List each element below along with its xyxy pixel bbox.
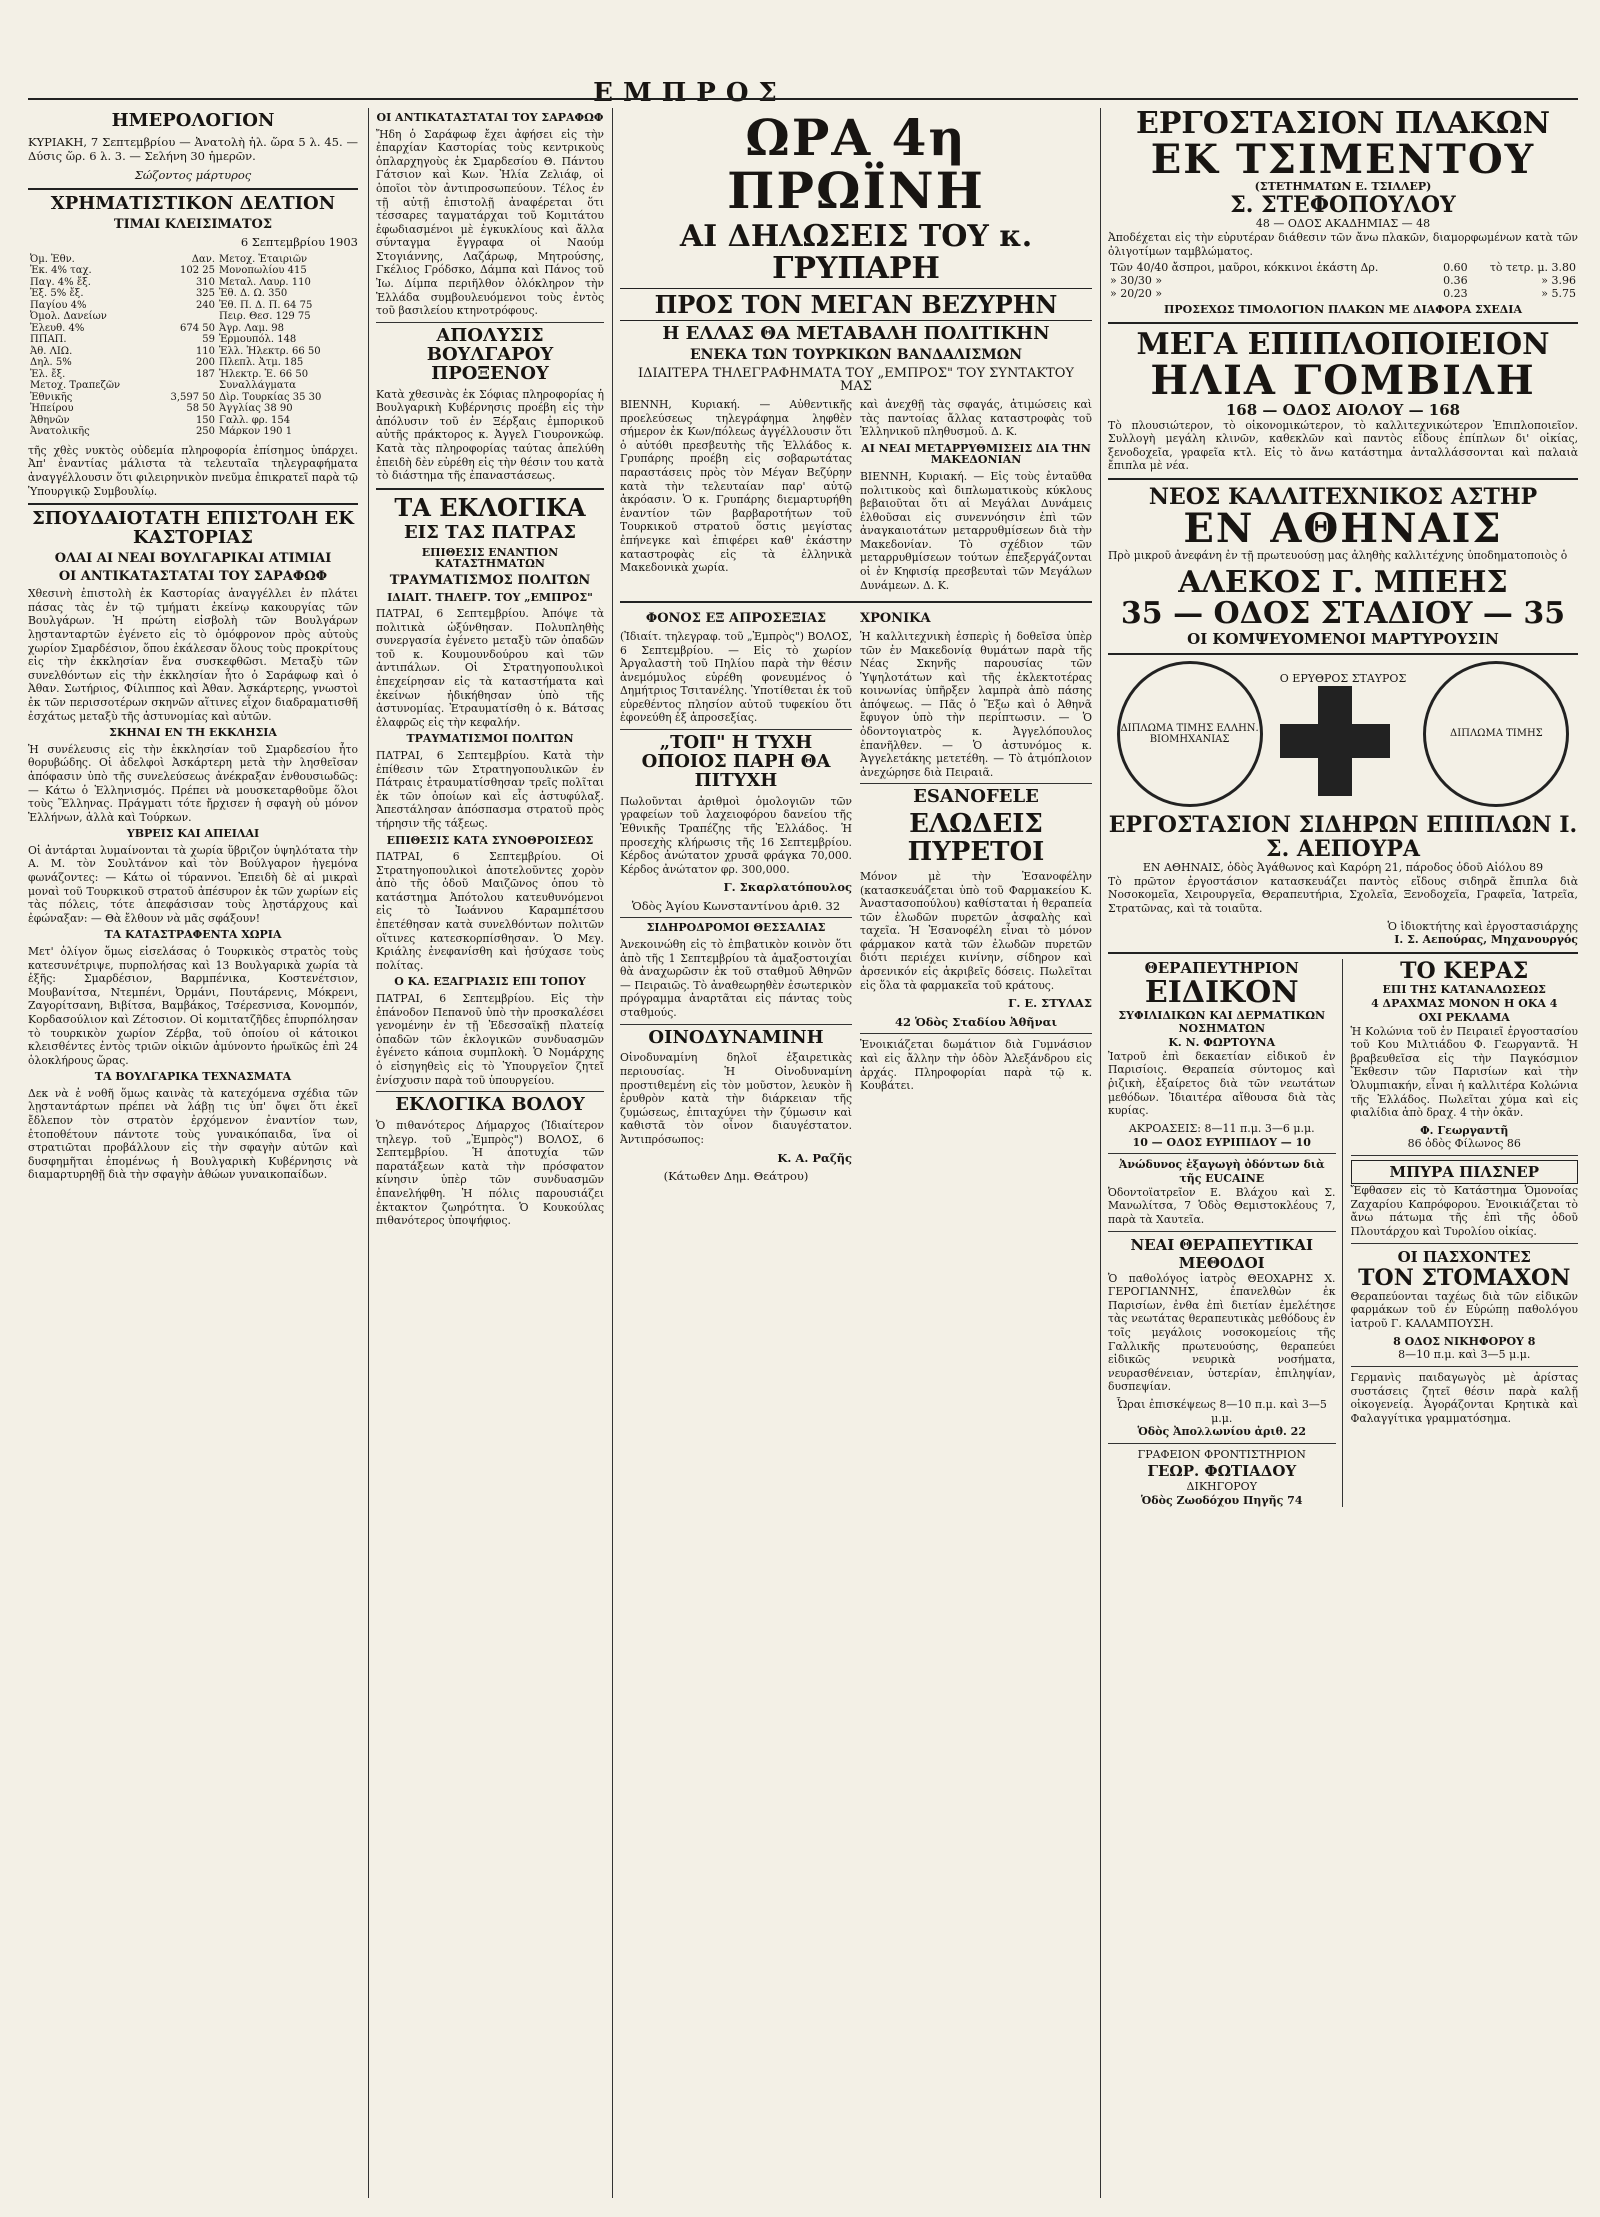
banner-headline: ΩΡΑ 4η ΠΡΩΪΝΗ: [727, 108, 985, 220]
tech-text: Δεκ νὰ ἐ νοθῆ ὅμως καινὰς τὰ κατεχόμενα σχέδια τῶν λῃσταντάρτων πρέπει νὰ λάβῃ τις ὑπ' ὄψει ὅτι ἐκεῖ ἔδλεπον τὸν στρατὸν ἐρχόμενον ἐναντίον των, ἐτοποθέτουν πάντοτε τοὺς γυναικόπαιδα, ἵνα οἱ στρατιῶται προβάλλουν εἰς τὴν σφαγὴν αὐτῶν καὶ δυσφημῆται ἐπομένως ἡ Βουλγαρικὴ Κυβέρνησις νὰ διαμαρτυρηθῇ διὰ τὴν σφαγὴν ἀθώων γυναικοπαίδων.: [28, 1086, 358, 1182]
ad-dentist: [1108, 1158, 1336, 1226]
ad-lawyer-address: Ὁδὸς Ζωοδόχου Πηγῆς 74: [1140, 1493, 1303, 1507]
ad-furniture-text: Τὸ πλουσιώτερον, τὸ οἰκονομικώτερον, τὸ καλλιτεχνικώτερον Ἐπιπλοποιεῖον. Συλλογὴ μεγάλη κλινῶν, καθεκλῶν καὶ παντὸς εἴδους ἐπίπλων δι' οἰκίας, ξενοδοχεῖα, γραφεῖα κτλ. Εἰς τὸ ἄνω κατάστημα ἀνταλλάσσονται καὶ παλαιὰ ἔπιπλα μὲ νέα.: [1108, 418, 1578, 473]
finance-cell: 110: [195, 345, 216, 357]
banner-subhead-5: ΙΔΙΑΙΤΕΡΑ ΤΗΛΕΓΡΑΦΗΜΑΤΑ ΤΟΥ „ΕΜΠΡΟΣ" ΤΟΥ ΣΥΝΤΑΚΤΟΥ ΜΑΣ: [637, 365, 1075, 395]
ad-cement-foot: ΠΡΟΣΕΧΩΣ ΤΙΜΟΛΟΓΙΟΝ ΠΛΑΚΩΝ ΜΕ ΔΙΑΦΟΡΑ ΣΧΕΔΙΑ: [1164, 303, 1522, 317]
finance-cell: Ἑλλ. Ἠλεκτρ. 66 50: [219, 345, 321, 357]
threats-title: ΥΒΡΕΙΣ ΚΑΙ ΑΠΕΙΛΑΙ: [126, 827, 260, 841]
ad-cologne-sub: ΕΠΙ ΤΗΣ ΚΑΤΑΝΑΛΩΣΕΩΣ: [1382, 983, 1546, 997]
ad-clinic-doctor: Κ. Ν. ΦΩΡΤΟΥΝΑ: [1168, 1036, 1276, 1050]
fever-address: 42 Ὁδὸς Σταδίου Ἀθῆναι: [894, 1014, 1058, 1029]
divider: [860, 1033, 1092, 1034]
finance-cell: [153, 380, 217, 392]
finance-row: [28, 415, 358, 427]
ad-clinic-text: Ἰατροῦ ἐπὶ δεκαετίαν εἰδικοῦ ἐν Παρισίοις. Θεραπεία σύντομος καὶ ῥιζικὴ, ἐξαίρετος διὰ τῶν νεωτάτων μεθόδων. Ἰδιαιτέρα αἴθουσα διὰ τὰς κυρίας.: [1108, 1049, 1336, 1118]
wine-title: ΟΙΝΟΔΥΝΑΜΙΝΗ: [648, 1026, 824, 1048]
ad-lawyer-name: ΓΕΩΡ. ΦΩΤΙΑΔΟΥ: [1147, 1461, 1297, 1480]
column-rule: [368, 108, 369, 2198]
elections-text: ΠΑΤΡΑΙ, 6 Σεπτεμβρίου. Ἀπόψε τὰ πολιτικὰ ὠξύνθησαν. Πολυπληθὴς συνεργασία ἐγένετο μεταξὺ τῶν ὀπαδῶν τοῦ κ. Κουμουνδούρου καὶ τῶν ἀντιπάλων. Οἱ Στρατηγοπουλικοὶ ἐπεχείρησαν εἰς τὰ καταστήματα καὶ ἐκείνων ἠδικήθησαν ὑπὸ τῆς ἀστυνομίας. Ἐτραυματίσθη ὁ κ. Βάτσας ἐλαφρῶς εἰς τὴν κεφαλήν.: [376, 607, 604, 729]
threats-text: Οἱ ἀντάρται λυμαίνονται τὰ χωρία ὕβριζον ὑψηλότατα τὴν Α. Μ. τὸν Σουλτάνον καὶ τὸν Βούλγαρον ἡγεμόνα φωνάζοντες: — Κάτω οἱ τύραννοι. Ἐπειδὴ δὲ αἱ μικραὶ μοναὶ τοῦ Τουρκικοῦ στρατοῦ ἀπέσυρον ἐκ τῶν χωρίων εἰς τὰς πόλεις, τότε ἀπεφάσισαν τοὺς λῃστάρχους καὶ ἐφώναξαν: — Θὰ ἔλθουν νὰ μᾶς σφάξουν!: [28, 843, 358, 925]
ad-cement-title: ΕΡΓΟΣΤΑΣΙΟΝ ΠΛΑΚΩΝ: [1136, 108, 1550, 141]
finance-cell: Παγίου 4%: [30, 299, 87, 311]
red-cross-label: Ο ΕΡΥΘΡΟΣ ΣΤΑΥΡΟΣ: [1279, 671, 1407, 685]
finance-row: [28, 334, 358, 346]
price-cell: 0.60: [1443, 261, 1468, 275]
banner-subhead-2: ΠΡΟΣ ΤΟΝ ΜΕΓΑΝ ΒΕΖΥΡΗΝ: [620, 288, 1092, 321]
finance-row: [28, 311, 358, 323]
red-cross-emblem: [1280, 672, 1406, 796]
tension-title: Ο ΚΑ. ΕΞΑΓΡΙΑΣΙΣ ΕΠΙ ΤΟΠΟΥ: [394, 975, 586, 989]
finance-cell: ΠΠΑΠ.: [30, 334, 67, 346]
finance-cell: Ἀνατολικῆς: [30, 426, 90, 438]
ad-cement-tiles: [1108, 108, 1578, 317]
ads-lower-columns: [1108, 959, 1578, 1507]
villages-title: ΤΑ ΚΑΤΑΣΤΡΑΦΕΝΤΑ ΧΩΡΙΑ: [104, 928, 282, 942]
finance-row: [28, 403, 358, 415]
ad-furniture-title: ΜΕΓΑ ΕΠΙΠΛΟΠΟΙΕΙΟΝ: [1136, 327, 1550, 363]
reforms-text: ΒΙΕΝΝΗ, Κυριακή. — Εἰς τοὺς ἐνταῦθα πολιτικοὺς καὶ διπλωματικοὺς κύκλους βεβαιοῦται ὅτι αἱ Μεγάλαι Δυνάμεις ἐλθοῦσαι εἰς συνεννόησιν ἐπὶ τῶν ἀναγκαιοτάτων μεταρρυθμίσεων διὰ τὴν Μακεδονίαν. Τὸ σχέδιον τῶν μεταρρυθμίσεων τούτων ἐπεξεργάζονται οἱ ἐν Κηφισίᾳ πρεσβευταὶ τῶν Μεγάλων Δυνάμεων. Δ. Κ.: [860, 469, 1092, 592]
lottery-address: Ὁδὸς Ἁγίου Κωνσταντίνου ἀριθ. 32: [631, 898, 841, 913]
ad-stomach: [1351, 1248, 1579, 1362]
finance-subtitle: ΤΙΜΑΙ ΚΛΕΙΣΙΜΑΤΟΣ: [113, 216, 273, 232]
volos-text: Ὁ πιθανότερος Δήμαρχος (Ἰδιαίτερον τηλεγρ. τοῦ „Ἐμπρὸς") ΒΟΛΟΣ, 6 Σεπτεμβρίου. Ἡ ἀποτυχία τῶν παρατάξεων κατὰ τὴν πρόσφατον κίνησιν ὑπὲρ τῶν συνδυασμῶν ἐπανελήφθη. Ἡ πόλις παρουσιάζει ἐκτακτον ζωηρότητα. Ὁ Κουκούλας πιθανότερος ὑποψήφιος.: [376, 1118, 604, 1228]
meeting-title: ΕΠΙΘΕΣΙΣ ΚΑΤΑ ΣΥΝΟΘΡΟΙΣΕΩΣ: [386, 833, 594, 847]
price-cell: Τῶν 40/40 ἄσπροι, μαῦροι, κόκκινοι ἑκάστη Δρ.: [1110, 261, 1379, 275]
ad-iron-address: ΕΝ ΑΘΗΝΑΙΣ, ὁδὸς Ἀγάθωνος καὶ Καρόρη 21, πάροδος ὁδοῦ Αἰόλου 89: [1142, 861, 1544, 875]
price-cell: 0.36: [1443, 274, 1468, 288]
finance-row: [28, 380, 358, 392]
finance-cell: Ἀθηνῶν: [30, 414, 70, 426]
finance-cell: 310: [195, 276, 216, 288]
fever-sign: Γ. Ε. ΣΤΥΛΑΣ: [1008, 996, 1092, 1011]
divider: [1108, 322, 1578, 324]
price-row: [1108, 288, 1578, 301]
finance-cell: Συναλλάγματα: [219, 380, 296, 392]
ad-lawyer: [1108, 1448, 1336, 1507]
ad-shoemaker-text: Πρὸ μικροῦ ἀνεφάνη ἐν τῇ πρωτευούσῃ μας ἀληθὴς καλλιτέχνης ὑποδηματοποιὸς ὁ: [1108, 549, 1568, 563]
finance-cell: Ἀγρ. Λαμ. 98: [219, 322, 285, 334]
ad-cologne-sub-3: ΟΧΙ ΡΕΚΛΑΜΑ: [1418, 1010, 1510, 1024]
fever-text: Μόνον μὲ τὴν Ἐσανοφέλην (κατασκευάζεται ὑπὸ τοῦ Φαρμακείου Κ. Ἀναστασοπούλου) καθίσταται ἡ θεραπεία τῶν ἐλωδῶν πυρετῶν ἀσφαλὴς καὶ ταχεῖα. Ἡ Ἐσανοφέλη εἶναι τὸ μόνον φάρμακον κατὰ τῶν ἐλωδῶν πυρετῶν διότι περιέχει κινίνην, σίδηρον καὶ ἀρσενικόν εἰς ἀκριβεῖς δόσεις. Πωλεῖται εἰς ὅλα τὰ φαρμακεῖα τοῦ κράτους.: [860, 869, 1092, 992]
finance-cell: Ἠπείρου: [30, 403, 74, 415]
ad-iron-text: Τὸ πρῶτον ἐργοστάσιον κατασκευάζει παντὸς εἴδους σιδηρᾶ ἔπιπλα διὰ Νοσοκομεῖα, Χειρουργεῖα, Θεραπευτήρια, Σχολεῖα, Ξενοδοχεῖα, Γραφεῖα, Ἰατρεῖα, Στρατῶνας, καὶ τὰ τοιαῦτα.: [1108, 874, 1578, 916]
ad-clinic-address: 10 — ΟΔΟΣ ΕΥΡΙΠΙΔΟΥ — 10: [1132, 1135, 1311, 1149]
finance-cell: Ἐθ. Δ. Ω. 350: [219, 288, 288, 300]
urgent-text: Χθεσινὴ ἐπιστολὴ ἐκ Καστορίας ἀναγγέλλει ἐν πλάτει πάσας τὰς ἐν τῷ τμήματι ἐκείνῳ κακουργίας τῶν Βουλγάρων. Ἡ πρώτη εἰσβολὴ τῶν Βουλγάρων λῃστανταρτῶν ἐγένετο εἰς τὸ ὁμόφρονον πρὸς αὐτοὺς χωρίον Σμαρδέσιον, ὅπου ἐκάλεσαν ὅλους τοὺς προκρίτους εἰς τὴν ἐκκλησίαν ἕνα συσκεφθῶσι. Μεταξὺ τῶν συνελθόντων εἰς τὴν ἐκκλησίαν ἦτο ὁ Σαράφωφ καὶ ὁ Ἀθαν. Σωτήριος, Φίλιππος καὶ Ἀθαν. Ἀσκάρτερης, γνωστοὶ ἐκ τῶν περισσοτέρων σκηνῶν αἵτινες εἶχον διαδραματισθῆ ἐσχάτως μεταξὺ τῆς ἀστυνομίας καὶ αὐτῶν.: [28, 587, 358, 723]
calendar-title: ΗΜΕΡΟΛΟΓΙΟΝ: [111, 110, 275, 131]
urgent-subtitle-2: ΟΙ ΑΝΤΙΚΑΤΑΣΤΑΤΑΙ ΤΟΥ ΣΑΡΑΦΩΦ: [58, 568, 328, 584]
sarafov-title: ΟΙ ΑΝΤΙΚΑΤΑΣΤΑΤΑΙ ΤΟΥ ΣΑΡΑΦΩΦ: [376, 111, 604, 124]
calendar-saint: Σώζοντος μάρτυρος: [134, 168, 252, 183]
divider: [1351, 1155, 1579, 1156]
banner-subhead-3: Η ΕΛΛΑΣ ΘΑ ΜΕΤΑΒΑΛΗ ΠΟΛΙΤΙΚΗΝ: [662, 323, 1050, 345]
finance-cell: Ἠλεκτρ. Ἐ. 66 50: [219, 368, 309, 380]
price-cell: » 5.75: [1541, 286, 1576, 300]
price-cell: » 30/30 »: [1110, 274, 1163, 288]
finance-date: 6 Σεπτεμβρίου 1903: [240, 235, 358, 250]
finance-row: [28, 323, 358, 335]
finance-cell: Ὀμ. Ἐθν.: [30, 253, 75, 265]
rail-text: Ἀνεκοινώθη εἰς τὸ ἐπιβατικὸν κοινὸν ὅτι ἀπὸ τῆς 1 Σεπτεμβρίου τὰ ἁμαξοστοιχίαι θὰ ἀναχωρῶσιν ἐκ τοῦ σταθμοῦ Ἀθηνῶν — Πειραιῶς. Τὸ ἀναθεωρηθὲν ἐσωτερικὸν πρόγραμμα ἀναρτᾶται εἰς πάντας τοὺς σταθμούς.: [620, 938, 852, 1019]
divider: [620, 601, 1092, 603]
finance-cell: Γαλλ. φρ. 154: [219, 414, 291, 426]
ad-cement-sub: (ΣΤΕΤΗΜΑΤΩΝ Ε. ΤΣΙΛΛΕΡ): [1254, 179, 1432, 193]
ad-shoemaker-address: 35 — ΟΔΟΣ ΣΤΑΔΙΟΥ — 35: [1120, 596, 1566, 632]
finance-cell: 200: [195, 357, 216, 369]
ad-dentist-title: Ἀνώδυνος ἐξαγωγὴ ὀδόντων διὰ τῆς EUCAINE: [1118, 1158, 1325, 1186]
sarafov-text: Ἤδη ὁ Σαράφωφ ἔχει ἀφήσει εἰς τὴν ἐπαρχίαν Καστορίας τοὺς κεντρικοὺς ὁπλαρχηγοὺς ἐκ Σμαρδεσίου Θ. Πάντου Γάτσιον καὶ Κων. Ἠλία Ζελιάφ, οἱ ὁποῖοι τὸν ἀντιπροσωπεύουν. Τέλος ἐν τῇ αὐτῇ ἐπιστολῇ ἀναφέρεται ὅτι τέσσαρες ταγματάρχαι τοῦ Κομιτάτου ἐφωδιασμένοι μὲ ἐγκυκλίους καὶ ἄλλα σύνταγμα ἔγγραφα οἱ Ναούμ Στογιάννης, Λαζάρωφ, Μητρούσης, Γκέλιος Γρόδσκο, Δάμπα καὶ Πάνος τοῦ Ἰω. Δίμπα περιῆλθον ὁλόκληρον τὴν Ἑλλάδα συμβουλευόμενοι τοὺς ἐντὸς τοῦ βασιλείου κτηνοτρόφους.: [376, 127, 604, 318]
ad-stomach-big: ΤΟΝ ΣΤΟΜΑΧΟΝ: [1358, 1264, 1571, 1291]
finance-cell: 187: [195, 368, 216, 380]
villages-text: Μετ' ὀλίγον ὅμως εἰσελάσας ὁ Τουρκικὸς στρατὸς τοὺς κατεσυνέτριψε, πυρπολήσας καὶ 13 Βουλγαρικὰ χωρία τὰ ἑξῆς: Σμαρδέσιον, Βαρμπένικα, Κοστενέτσιον, Μουβανίτσα, Ντεμπένι, Ὀρμάνι, Πουτάρενις, Μόκρενι, Ζαγορίτσανη, Βιβίτσα, Βαμβάκος, Τσέρεσνισα, Κονομπόν, Κορδασούλιον καὶ Ζέτοσιον. Οἱ κομιτατζῆδες ἐπυρπόλησαν τὸ τουρκικὸν χωρίον Ζέρβα, τοῦ ὁποίου οἱ κάτοικοι κλεισθέντες ἐντὸς τριῶν οἰκιῶν ἀμύνοντο ἡρωϊκῶς ἐπὶ 24 ὁλοκλήρους ὥρας.: [28, 944, 358, 1067]
price-cell: 0.23: [1443, 286, 1468, 300]
ad-iron-sign: Ὁ ἰδιοκτήτης καὶ ἐργοστασιάρχης: [1387, 919, 1578, 933]
ad-clinic-hours: ΑΚΡΟΑΣΕΙΣ: 8—11 π.μ. 3—6 μ.μ.: [1128, 1121, 1315, 1135]
divider: [1108, 653, 1578, 655]
finance-cell: Ἐθ. Π. Δ. Π. 64 75: [219, 299, 313, 311]
elections-subtitle-4: ΙΔΙΑΙΤ. ΤΗΛΕΓΡ. ΤΟΥ „ΕΜΠΡΟΣ": [387, 590, 593, 604]
calendar-text: ΚΥΡΙΑΚΗ, 7 Σεπτεμβρίου — Ἀνατολὴ ἡλ. ὥρα 5 λ. 45. — Δύσις ὥρ. 6 λ. 3. — Σελήνη 30 ἡμερῶν.: [28, 134, 358, 164]
divider: [1108, 1231, 1336, 1232]
ad-therapy-text: Ὁ παθολόγος ἰατρὸς ΘΕΟΧΑΡΗΣ Χ. ΓΕΡΟΓΙΑΝΝΗΣ, ἐπανελθὼν ἐκ Παρισίων, ἐνθα ἐπὶ διετίαν ἐμελέτησε τὰς νεωτάτας θεραπευτικὰς μεθόδους ἐν τοῖς μεγάλοις νοσοκομείοις τῆς Γαλλικῆς πρωτευούσης, θεραπεύει εἰδικῶς νευρικὰ νοσήματα, νευρασθένειαν, ὑστερίαν, ἐπιληψίαν, δυσπεψίαν.: [1108, 1271, 1336, 1394]
ad-shoemaker: [1108, 485, 1578, 648]
column-center: [620, 108, 1092, 1188]
elections-title: ΤΑ ΕΚΛΟΓΙΚΑ: [394, 492, 586, 522]
ad-cologne-address: 86 ὁδὸς Φίλωνος 86: [1407, 1137, 1521, 1151]
lead-text-b: καὶ ἀνεχθῇ τὰς σφαγάς, ἀτιμώσεις καὶ τὰς παντοίας ἄλλας καταστροφὰς τοῦ Ἑλληνικοῦ πληθυσμοῦ. Δ. Κ.: [860, 398, 1092, 439]
elections-subtitle-3: ΤΡΑΥΜΑΤΙΣΜΟΣ ΠΟΛΙΤΩΝ: [389, 572, 591, 588]
medal-seal-right: ΔΙΠΛΩΜΑ ΤΙΜΗΣ: [1423, 661, 1569, 807]
finance-cell: 102 25: [180, 265, 216, 277]
ad-cologne: [1351, 959, 1579, 1151]
finance-cell: 325: [195, 288, 216, 300]
masthead-rule: [28, 98, 1578, 100]
finance-note: τῆς χθὲς νυκτὸς οὐδεμία πληροφορία ἐπίσημος ὑπάρχει. Ἀπ' ἐναντίας μάλιστα τὰ τελευταῖα τηλεγραφήματα ἀναγγέλλουσιν ὅτι φιλειρηνικὸν πνεῦμα ἐπικρατεῖ παρὰ τῷ Ὑπουργικῷ Συμβουλίῳ.: [28, 443, 358, 498]
urgent-title: ΣΠΟΥΔΑΙΟΤΑΤΗ ΕΠΙΣΤΟΛΗ ΕΚ ΚΑΣΤΟΡΙΑΣ: [32, 508, 354, 549]
divider: [1108, 1153, 1336, 1154]
finance-row: [28, 392, 358, 404]
ad-stomach-title: ΟΙ ΠΑΣΧΟΝΤΕΣ: [1397, 1247, 1531, 1266]
price-cell: » 20/20 »: [1110, 286, 1163, 300]
rental-notice: Ἐνοικιάζεται δωμάτιον διὰ Γυμνάσιον καὶ εἰς ἄλλην τὴν ὁδὸν Ἀλεξάνδρου εἰς ἀρχάς. Πληροφορίαι παρὰ τῷ κ. Κουβάτει.: [860, 1038, 1092, 1093]
column-rule: [612, 108, 613, 2198]
finance-cell: [153, 311, 217, 323]
finance-cell: 59: [202, 334, 216, 346]
divider: [1351, 1243, 1579, 1244]
price-cell: τὸ τετρ. μ. 3.80: [1489, 261, 1576, 275]
ad-cologne-title: ΤΟ ΚΕΡΑΣ: [1400, 958, 1529, 985]
consul-text: Κατὰ χθεσινὰς ἐκ Σόφιας πληροφορίας ἡ Βουλγαρικὴ Κυβέρνησις προέβη εἰς τὴν ἀπόλυσιν τοῦ ἐν Ξέρξαις ἐμπορικοῦ αὐτῆς πράκτορος κ. Ἀγγελ Γιουρονκώφ. Κατὰ τὰς πληροφορίας ταύτας ἀπελύθη ἐπειδὴ δὲν εὑρέθη εἰς τὴν θέσιν του κατὰ τὸ διάστημα τῆς ἐπαναστάσεως.: [376, 387, 604, 483]
lead-columns: [620, 398, 1092, 596]
finance-cell: Δαν.: [191, 253, 216, 265]
divider: [860, 783, 1092, 784]
price-row: [1108, 275, 1578, 288]
ad-cologne-sub-2: 4 ΔΡΑΧΜΑΣ ΜΟΝΟΝ Η ΟΚΑ 4: [1371, 997, 1558, 1011]
divider: [1351, 1366, 1579, 1367]
ad-lawyer-title: ΓΡΑΦΕΙΟΝ ΦΡΟΝΤΙΣΤΗΡΙΟΝ: [1137, 1448, 1306, 1462]
wounded-text: ΠΑΤΡΑΙ, 6 Σεπτεμβρίου. Κατὰ τὴν ἐπίθεσιν τῶν Στρατηγοπουλικῶν ἐν Πάτραις ἐτραυματίσθησαν τρεῖς πολῖται ἐκ τῶν ὁποίων καὶ εἷς ἀστυφύλαξ. Ἀπεστάλησαν ἀπόσπασμα στρατοῦ πρὸς τήρησιν τῆς τάξεως.: [376, 748, 604, 830]
finance-title: ΧΡΗΜΑΤΙΣΤΙΚΟΝ ΔΕΛΤΙΟΝ: [50, 192, 336, 214]
finance-cell: Ὀμολ. Δανείων: [30, 311, 107, 323]
finance-cell: Δηλ. 5%: [30, 357, 72, 369]
lottery-sign: Γ. Σκαρλατόπουλος: [723, 880, 852, 895]
lottery-title: „ΤΟΠ" Η ΤΥΧΗ ΟΠΟΙΟΣ ΠΑΡΗ ΘΑ ΠΙΤΥΧΗ: [641, 732, 831, 791]
banner-subhead-4: ΕΝΕΚΑ ΤΩΝ ΤΟΥΡΚΙΚΩΝ ΒΑΝΔΑΛΙΣΜΩΝ: [689, 347, 1023, 364]
ad-cement-name: Σ. ΣΤΕΦΟΠΟΥΛΟΥ: [1230, 192, 1456, 219]
finance-cell: Ἀθ. ΛΙΩ.: [30, 345, 73, 357]
fever-title: ΕΛΩΔΕΙΣ ΠΥΡΕΤΟΙ: [907, 809, 1045, 867]
finance-cell: Ἐκ. 4% ταχ.: [30, 265, 92, 277]
finance-cell: Ἑρμουπόλ. 148: [219, 334, 297, 346]
ad-clinic-title: ΘΕΡΑΠΕΥΤΗΡΙΟΝ: [1144, 959, 1299, 978]
volos-title: ΕΚΛΟΓΙΚΑ ΒΟΛΟΥ: [395, 1094, 585, 1116]
ad-clinic: [1108, 959, 1336, 1149]
finance-row: [28, 426, 358, 438]
lead-text-a: ΒΙΕΝΝΗ, Κυριακή. — Αὐθεντικῆς προελεύσεως τηλεγράφημα ληφθὲν σήμερον ἐκ Κων/πόλεως ἀγγέλλουσιν ὅτι ὁ αὐτόθι πρεσβευτὴς τῆς Ἑλλάδος κ. Γρυπάρης προέβη εἰς σοβαρωτάτας παραστάσεις πρὸς τὸν Μέγαν Βεζύρην κατὰ τὴν τελευταίαν παρ' αὐτῷ ἀκρόασιν. Ὁ κ. Γρυπάρης διεμαρτυρήθη ἐναντίον τῶν βαρβαροτήτων τοῦ Τουρκικοῦ στρατοῦ ὅστις μεγίστας ἐπήνεγκε καὶ ἐπιφέρει καθ' ἑκάστην καταστροφὰς εἰς τὰ ἑλληνικὰ Μακεδονικὰ χωρία.: [620, 398, 852, 575]
divider: [620, 729, 852, 730]
finance-row: [28, 300, 358, 312]
murder-title: ΦΟΝΟΣ ΕΞ ΑΠΡΟΣΕΞΙΑΣ: [645, 611, 827, 627]
price-row: [1108, 262, 1578, 275]
banner-subhead: ΑΙ ΔΗΛΩΣΕΙΣ ΤΟΥ κ. ΓΡΥΠΑΡΗ: [679, 219, 1033, 286]
finance-row: [28, 288, 358, 300]
ad-cement-text: Ἀποδέχεται εἰς τὴν εὐρυτέραν διάθεσιν τῶν ἄνω πλακῶν, διαμορφωμένων κατὰ τῶν ὀλιγοτίμων ταμβλώματος.: [1108, 231, 1578, 258]
finance-row: [28, 254, 358, 266]
ad-shoemaker-name: ΑΛΕΚΟΣ Γ. ΜΠΕΗΣ: [1178, 564, 1508, 600]
ad-dentist-text: Ὀδοντοϊατρεῖον Ε. Βλάχου καὶ Σ. Μανωλίτσα, 7 Ὁδὸς Θεμιστοκλέους 7, παρὰ τὰ Χαυτεῖα.: [1108, 1185, 1336, 1227]
ad-therapy-address: Ὁδὸς Ἀπολλωνίου ἀριθ. 22: [1137, 1425, 1306, 1439]
finance-cell: 58 50: [186, 403, 216, 415]
ad-iron-name: Ι. Σ. Αεπούρας, Μηχανουργός: [1394, 933, 1578, 947]
reforms-title: ΑΙ ΝΕΑΙ ΜΕΤΑΡΡΥΘΜΙΣΕΙΣ ΔΙΑ ΤΗΝ ΜΑΚΕΔΟΝΙΑΝ: [861, 441, 1091, 467]
murder-text: (Ἰδιαίτ. τηλεγραφ. τοῦ „Ἐμπρὸς") ΒΟΛΟΣ, 6 Σεπτεμβρίου. — Εἰς τὸ χωρίον Ἀργαλαστὴ τοῦ Πηλίου παρὰ τὴν θέσιν ἀνεμόμυλος εὑρέθη φονευμένος ὁ Δημήτριος Τσιτανέλης. Ὑποτίθεται ἐκ τοῦ εὑρεθέντος πλησίον αὐτοῦ τυφεκίου ὅτι ἐφονεύθη ἐξ ἀπροσεξίας.: [620, 629, 852, 725]
ad-cement-address: 48 — ΟΔΟΣ ΑΚΑΔΗΜΙΑΣ — 48: [1255, 217, 1431, 231]
ad-shoemaker-title: ΝΕΟΣ ΚΑΛΛΙΤΕΧΝΙΚΟΣ ΑΣΤΗΡ: [1148, 483, 1538, 510]
tension-text: ΠΑΤΡΑΙ, 6 Σεπτεμβρίου. Εἰς τὴν ἐπάνοδον Πεπανοῦ ὑπὸ τὴν προσκαλέσει γενομένην ἐν τῇ Ἐδεσσαϊκῇ πλατείᾳ ὀπαδῶν τῶν ἐκλογικῶν συνδυασμῶν ἐγένετο κάποια συμπλοκὴ. Ὁ Νομάρχης ὁ εἰσηγηθεὶς εἰς τὸ Ὑπουργεῖον ζητεῖ ἐνίσχυσιν παρὰ τοῦ ὑπουργείου.: [376, 991, 604, 1087]
finance-cell: Ἐξ. 5% ἔξ.: [30, 288, 84, 300]
ad-cologne-text: Ἡ Κολώνια τοῦ ἐν Πειραιεῖ ἐργοστασίου τοῦ Κου Μιλτιάδου Φ. Γεωργαντᾶ. Ἡ βραβευθεῖσα εἰς τὴν Παγκόσμιον Ἔκθεσιν τῶν Παρισίων καὶ τὴν Ὀλυμπιακήν, εἶναι ἡ καλλιτέρα Κολώνια τῆς Ἑλλάδος. Πωλεῖται χύμα καὶ εἰς φιαλίδια ἀπὸ δραχ. 4 τὴν ὀκᾶν.: [1350, 1024, 1578, 1120]
finance-table: [28, 254, 358, 438]
church-text: Ἡ συνέλευσις εἰς τὴν ἐκκλησίαν τοῦ Σμαρδεσίου ἦτο θορυβώδης. Οἱ ἀδελφοὶ Ἀσκάρτερη μετὰ τὴν λησθεῖσαν ἀπόφασιν ὑπὸ τῆς συνελεύσεως ἀνέκραξαν ἐνθουσιωδῶς: — Κάτω ὁ Ἑλληνισμός. Πρέπει νὰ μουσκεταρθοῦμε ὅλοι τοὺς Ἕλληνας. Πράγματι τότε ἤρχισεν ἡ σφαγὴ οὐ μόνον Ἑλλήνων, ἀλλὰ καὶ Τούρκων.: [28, 742, 358, 824]
medal-seal-left: ΔΙΠΛΩΜΑ ΤΙΜΗΣ ΕΛΛΗΝ. ΒΙΟΜΗΧΑΝΙΑΣ: [1117, 661, 1263, 807]
finance-cell: Ἐλ. ἔξ.: [30, 368, 66, 380]
ad-iron-title: ΕΡΓΟΣΤΑΣΙΟΝ ΣΙΔΗΡΩΝ ΕΠΙΠΛΩΝ Ι. Σ. ΑΕΠΟΥΡΑ: [1108, 811, 1578, 862]
finance-cell: Μετοχ. Ἑταιριῶν: [219, 253, 308, 265]
finance-cell: Πλεπλ. Ἀτμ. 185: [219, 357, 304, 369]
meeting-text: ΠΑΤΡΑΙ, 6 Σεπτεμβρίου. Οἱ Στρατηγοπουλικοὶ ἀποτελοῦντες χορὸν ἀπὸ τῆς ὁδοῦ Μαιζῶνος ὁπου τὸ κατάστημα Ἀπότολου κατευθυνόμενοι εἰς τὸ Ἰωάννου Καραμπέτσου ἐπετέθησαν κατὰ συνελθόντων πολιτῶν οἵτινες κατεσκορπίσθησαν. Ὁ Μεγ. Κριάλης ἐνεφανίσθη καὶ ἠσύχασε τοὺς πολίτας.: [376, 850, 604, 972]
wine-sign: Κ. Α. Ραζῆς: [777, 1150, 852, 1165]
finance-cell: 674 50: [180, 322, 216, 334]
finance-cell: Παγ. 4% ἔξ.: [30, 276, 91, 288]
finance-row: [28, 357, 358, 369]
lower-columns: [620, 608, 1092, 1188]
divider: [1108, 1443, 1336, 1444]
elections-subtitle: ΕΙΣ ΤΑΣ ΠΑΤΡΑΣ: [403, 521, 577, 543]
finance-row: [28, 265, 358, 277]
divider: [376, 322, 604, 323]
divider: [620, 917, 852, 918]
rail-title: ΣΙΔΗΡΟΔΡΟΜΟΙ ΘΕΣΣΑΛΙΑΣ: [646, 921, 826, 935]
fever-brand: ESANOFELE: [913, 786, 1039, 808]
ad-furniture: [1108, 329, 1578, 473]
ad-furniture-big: ΗΛΙΑ ΓΟΜΒΙΛΗ: [1150, 356, 1536, 404]
finance-cell: Ἐθνικῆς: [30, 391, 73, 403]
ad-beer: [1351, 1160, 1579, 1238]
divider: [376, 488, 604, 490]
price-cell: » 3.96: [1541, 274, 1576, 288]
ad-clinic-big: ΕΙΔΙΚΟΝ: [1144, 975, 1299, 1011]
classified-notice: Γερμανὶς παιδαγωγὸς μὲ ἀρίστας συστάσεις ζητεῖ θέσιν παρὰ καλῇ οἰκογενείᾳ. Ἀγοράζονται Κρητικὰ καὶ Φαλαγγίτικα γραμματόσημα.: [1350, 1371, 1578, 1425]
finance-cell: 250: [195, 426, 216, 438]
lottery-text: Πωλοῦνται ἀριθμοὶ ὁμολογιῶν τῶν γραφείων τοῦ λαχειοφόρου δανείου τῆς Ἐθνικῆς Τραπέζης τῆς Ἑλλάδος. Ἡ προσεχὴς κλήρωσις τῆς 16 Σεπτεμβρίου. Κέρδος ἀνώτατον χρυσᾶ φράγκα 70,000. Κέρδος ἀνώτατον φρ. 300,000.: [620, 794, 852, 876]
ad-iron-furniture: [1108, 661, 1578, 947]
finance-cell: Ἐλευθ. 4%: [30, 322, 85, 334]
column-second: [376, 108, 604, 1232]
finance-row: [28, 369, 358, 381]
finance-cell: 3,597 50: [170, 391, 216, 403]
ad-stomach-hours: 8—10 π.μ. καὶ 3—5 μ.μ.: [1398, 1348, 1531, 1362]
finance-row: [28, 346, 358, 358]
chronicle-text: Ἡ καλλιτεχνικὴ ἑσπερὶς ἡ δοθεῖσα ὑπὲρ τῶν ἐν Μακεδονίᾳ θυμάτων παρὰ τῆς Νέας Σκηνῆς παρουσίας τῶν Ὑψηλοτάτων καὶ τῆς ἐκλεκτοτέρας κοινωνίας ὑπῆρξεν λαμπρὰ ἀπὸ πάσης ἀπόψεως. — Πᾶς ὁ Ἕξω καὶ ὁ Ἀθηνᾶ ἔφυγον ὑπὸ τὴν περίπτωσιν. — Ὁ ὀδοντογιατρὸς κ. Ἀγγελόπουλος ἐπανῆλθεν. — Ὁ ἀστυνόμος κ. Ἀγγελετάκης μετετέθη. — Τὸ ἀτμόπλοιον ἀνεχώρησε διὰ Πειραιᾶ.: [860, 629, 1092, 779]
ad-furniture-address: 168 — ΟΔΟΣ ΑΙΟΛΟΥ — 168: [1225, 400, 1461, 419]
column-rule: [1100, 108, 1101, 2198]
finance-cell: 240: [195, 299, 216, 311]
ad-cologne-sign: Φ. Γεωργαντῆ: [1420, 1123, 1509, 1137]
divider: [28, 503, 358, 505]
consul-title: ΑΠΟΛΥΣΙΣ ΒΟΥΛΓΑΡΟΥ ΠΡΟΞΕΝΟΥ: [426, 324, 554, 384]
elections-subtitle-2: ΕΠΙΘΕΣΙΣ ΕΝΑΝΤΙΟΝ ΚΑΤΑΣΤΗΜΑΤΩΝ: [421, 545, 559, 571]
finance-cell: Μετοχ. Τραπεζῶν: [30, 380, 121, 392]
ad-clinic-sub: ΣΥΦΙΛΙΔΙΚΩΝ ΚΑΙ ΔΕΡΜΑΤΙΚΩΝ ΝΟΣΗΜΑΤΩΝ: [1118, 1008, 1326, 1036]
ad-stomach-text: Θεραπεύονται ταχέως διὰ τῶν εἰδικῶν φαρμάκων τοῦ ἐν Εὐρώπῃ παθολόγου ἰατροῦ Γ. ΚΑΛΑΜΠΟΥΣΗ.: [1350, 1289, 1578, 1330]
finance-cell: Δὶρ. Τουρκίας 35 30: [219, 391, 322, 403]
wine-text: Οἰνοδυναμίνη δηλοῖ ἐξαιρετικὰς περιουσίας. Ἡ Οἰνοδυναμίνη προστιθεμένη εἰς τὸν μοῦστον, λευκὸν ἢ ἐρυθρὸν κατὰ τὴν διάρκειαν τῆς ζυμώσεως, ἐπιταχύνει τὴν ζύμωσιν καὶ καθιστᾶ τὸν οἶνον διαυγέστατον. Ἀντιπρόσωπος:: [620, 1051, 852, 1147]
divider: [1108, 952, 1578, 954]
divider: [376, 1091, 604, 1092]
ad-therapy-hours: Ὧραι ἐπισκέψεως 8—10 π.μ. καὶ 3—5 μ.μ.: [1116, 1397, 1327, 1425]
finance-cell: Ἀγγλίας 38 90: [219, 403, 293, 415]
ad-beer-text: Ἔφθασεν εἰς τὸ Κατάστημα Ὁμονοίας Ζαχαρίου Καπρόφορου. Ἐνοικιάζεται τὸ ἄνω πάτωμα τῆς ἐπὶ τῆς ὁδοῦ Πλουτάρχου καὶ Τυρολίου οἰκίας.: [1350, 1184, 1578, 1238]
ad-shoemaker-big: ΕΝ ΑΘΗΝΑΙΣ: [1183, 505, 1503, 553]
column-left: [28, 108, 358, 1186]
ad-stomach-address: 8 ΟΔΟΣ ΝΙΚΗΦΟΡΟΥ 8: [1393, 1334, 1536, 1348]
ad-beer-title: ΜΠΥΡΑ ΠΙΛΣΝΕΡ: [1351, 1160, 1579, 1184]
column-ads: [1108, 108, 1578, 1507]
chronicle-title: ΧΡΟΝΙΚΑ: [860, 611, 931, 627]
finance-row: [28, 277, 358, 289]
wounded-title: ΤΡΑΥΜΑΤΙΣΜΟΙ ΠΟΛΙΤΩΝ: [406, 732, 574, 746]
divider: [1108, 478, 1578, 480]
divider: [620, 1024, 852, 1025]
divider: [28, 188, 358, 190]
finance-cell: Μεταλ. Λαυρ. 110: [219, 276, 311, 288]
ad-cement-prices: [1108, 262, 1578, 300]
ad-therapy-title: ΝΕΑΙ ΘΕΡΑΠΕΥΤΙΚΑΙ ΜΕΘΟΔΟΙ: [1130, 1235, 1314, 1272]
ad-cement-big: ΕΚ ΤΣΙΜΕΝΤΟΥ: [1150, 135, 1536, 183]
urgent-subtitle: ΟΛΑΙ ΑΙ ΝΕΑΙ ΒΟΥΛΓΑΡΙΚΑΙ ΑΤΙΜΙΑΙ: [54, 550, 332, 566]
church-title: ΣΚΗΝΑΙ ΕΝ ΤΗ ΕΚΚΛΗΣΙΑ: [109, 726, 277, 740]
finance-cell: Πειρ. Θεσ. 129 75: [219, 311, 311, 323]
finance-cell: Μονοπωλίου 415: [219, 265, 307, 277]
wine-address: (Κάτωθεν Δημ. Θεάτρου): [663, 1169, 809, 1184]
emblem-row: [1108, 661, 1578, 807]
finance-cell: Μάρκον 190 1: [219, 426, 293, 438]
cross-icon: [1280, 686, 1390, 796]
masthead: ΕΜΠΡΟΣ: [593, 78, 787, 108]
ad-shoemaker-foot: ΟΙ ΚΟΜΨΕΥΟΜΕΝΟΙ ΜΑΡΤΥΡΟΥΣΙΝ: [1187, 629, 1499, 648]
tech-title: ΤΑ ΒΟΥΛΓΑΡΙΚΑ ΤΕΧΝΑΣΜΑΤΑ: [94, 1070, 292, 1084]
ad-lawyer-sub: ΔΙΚΗΓΟΡΟΥ: [1186, 1479, 1257, 1493]
ad-therapy: [1108, 1236, 1336, 1440]
finance-cell: 150: [195, 414, 216, 426]
